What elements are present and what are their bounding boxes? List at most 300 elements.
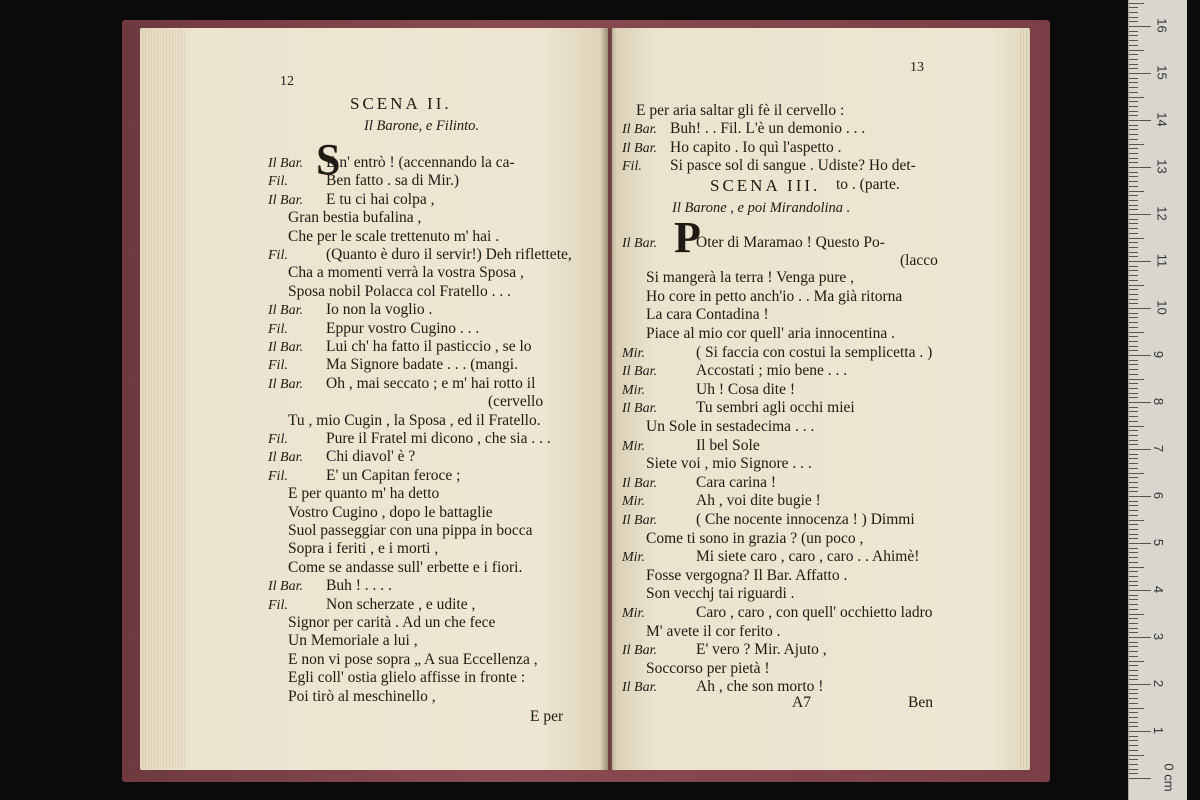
line-text: Vostro Cugino , dopo le battaglie <box>288 503 493 521</box>
line-text: Ho core in petto anch'io . . Ma già ritorna <box>646 287 903 305</box>
left-page <box>140 28 608 770</box>
line-text: (Quanto è duro il servir!) Deh riflettete, <box>326 246 572 263</box>
text-line <box>622 399 855 418</box>
ruler-tick <box>1129 252 1138 253</box>
speaker-label: Il Bar. <box>268 156 303 171</box>
speaker-label: Il Bar. <box>622 236 657 251</box>
ruler-tick <box>1129 242 1138 243</box>
ruler-tick <box>1129 505 1138 506</box>
catchword: Ben <box>908 694 933 711</box>
text-line <box>622 641 827 660</box>
ruler-tick <box>1129 491 1138 492</box>
ruler-tick <box>1129 567 1144 568</box>
text-line <box>288 522 533 540</box>
ruler-tick <box>1129 205 1138 206</box>
ruler-tick <box>1129 214 1151 215</box>
ruler-tick <box>1129 181 1138 182</box>
line-text: Tu , mio Cugin , la Sposa , ed il Fratello. <box>288 411 541 429</box>
ruler-tick <box>1129 642 1138 643</box>
ruler-tick <box>1129 266 1138 267</box>
text-line <box>288 559 522 577</box>
text-line <box>646 660 770 678</box>
line-text: Signor per carità . Ad un che fece <box>288 614 496 631</box>
ruler-tick <box>1129 571 1138 572</box>
ruler-tick <box>1129 313 1138 314</box>
speaker-label: Mir. <box>622 606 645 621</box>
ruler-tick <box>1129 510 1138 511</box>
text-line <box>268 154 515 173</box>
ruler-tick <box>1129 162 1138 163</box>
ruler-label: 16 <box>1154 18 1170 33</box>
speaker-label: Mir. <box>622 550 645 566</box>
ruler-tick <box>1129 167 1151 168</box>
ruler-tick <box>1129 383 1138 384</box>
text-line <box>268 320 479 339</box>
line-text: Sposa nobil Polacca col Fratello . . . <box>288 282 511 300</box>
ruler-tick <box>1129 115 1138 116</box>
text-line <box>622 437 760 456</box>
text-line <box>268 375 535 394</box>
line-text: Come se andasse sull' erbette e i fiori. <box>288 558 523 576</box>
scene-subheading: Il Barone, e Filinto. <box>364 118 480 134</box>
ruler-tick <box>1129 440 1138 441</box>
speaker-label: Fil. <box>268 248 288 263</box>
ruler-tick <box>1129 402 1151 403</box>
scene-heading: SCENA II. <box>350 94 452 113</box>
ruler-tick <box>1129 473 1144 474</box>
ruler-tick <box>1129 360 1138 361</box>
text-line <box>646 530 863 548</box>
ruler-tick <box>1129 45 1138 46</box>
ruler-tick <box>1129 317 1138 318</box>
scene-heading: SCENA III. <box>710 176 821 195</box>
speaker-label: Il Bar. <box>268 579 303 595</box>
ruler-label: 3 <box>1151 632 1167 641</box>
line-text: Che per le scale trettenuto m' hai . <box>288 227 500 245</box>
ruler-tick <box>1129 12 1138 13</box>
ruler-label: 14 <box>1154 112 1170 127</box>
ruler-tick <box>1129 581 1138 582</box>
text-line <box>836 176 900 194</box>
ruler-tick <box>1129 632 1138 633</box>
ruler-tick <box>1129 703 1138 704</box>
page-number: 12 <box>280 74 294 89</box>
text-line <box>622 344 932 363</box>
text-line <box>288 283 511 301</box>
ruler-tick <box>1129 31 1138 32</box>
ruler-tick <box>1129 599 1138 600</box>
line-text: Ma Signore badate . . . (mangi. <box>326 356 518 374</box>
line-text: ( Che nocente innocenza ! ) Dimmi <box>696 511 915 528</box>
ruler-tick <box>1129 557 1138 558</box>
ruler-tick <box>1129 172 1138 173</box>
line-text: E' un Capitan feroce ; <box>326 466 461 484</box>
line-text: (cervello <box>488 393 544 411</box>
text-line <box>288 504 493 522</box>
ruler-tick <box>1129 646 1138 647</box>
speaker-label: Il Bar. <box>622 364 657 380</box>
ruler-label: 7 <box>1151 444 1167 453</box>
line-text: Si mangerà la terra ! Venga pure , <box>646 269 855 287</box>
text-line <box>646 306 769 324</box>
text-line <box>268 448 415 467</box>
line-text: E' vero ? Mir. Ajuto , <box>696 641 827 659</box>
ruler-tick <box>1129 379 1144 380</box>
ruler-tick <box>1129 289 1138 290</box>
text-line <box>646 567 847 585</box>
ruler-tick <box>1129 247 1138 248</box>
line-text: Cha a momenti verrà la vostra Sposa , <box>288 264 524 282</box>
line-text: Un Sole in sestadecima . . . <box>646 418 815 435</box>
ruler-tick <box>1129 562 1138 563</box>
ruler-tick <box>1129 64 1138 65</box>
line-text: Cara carina ! <box>696 473 777 491</box>
text-line <box>622 511 915 530</box>
ruler-tick <box>1129 355 1151 356</box>
text-line <box>622 381 795 400</box>
ruler-tick <box>1129 195 1138 196</box>
ruler-tick <box>1129 176 1138 177</box>
line-text: E per quanto m' ha detto <box>288 485 440 503</box>
text-line <box>622 604 933 623</box>
ruler-tick <box>1129 308 1151 309</box>
text-line <box>288 632 418 650</box>
ruler-tick <box>1129 585 1138 586</box>
ruler-tick <box>1129 618 1138 619</box>
speaker-label: Fil. <box>268 432 288 447</box>
ruler-label: 5 <box>1151 538 1167 547</box>
line-text: to . (parte. <box>836 175 900 193</box>
ruler-tick <box>1129 120 1151 121</box>
line-text: Un Memoriale a lui , <box>288 632 418 650</box>
speaker-label: Il Bar. <box>268 303 303 319</box>
ruler-tick <box>1129 416 1138 417</box>
text-line <box>646 269 854 287</box>
speaker-label: Mir. <box>622 345 645 361</box>
text-line <box>268 596 475 615</box>
line-text: E tu ci hai colpa , <box>326 190 435 208</box>
speaker-label: Il Bar. <box>268 192 303 208</box>
text-line <box>622 548 919 567</box>
ruler-tick <box>1129 299 1138 300</box>
line-text: Ho capito . Io quì l'aspetto . <box>670 138 842 156</box>
ruler-tick <box>1129 449 1151 450</box>
ruler-tick <box>1129 463 1138 464</box>
ruler-tick <box>1129 261 1151 262</box>
ruler-tick <box>1129 543 1151 544</box>
ruler-tick <box>1129 656 1138 657</box>
speaker-label: Il Bar. <box>268 450 303 466</box>
line-text: Son vecchj tai riguardi . <box>646 585 795 603</box>
ruler-tick <box>1129 256 1138 257</box>
ruler-tick <box>1129 21 1138 22</box>
ruler-tick <box>1129 426 1144 427</box>
ruler-tick <box>1129 750 1138 751</box>
ruler-label: 11 <box>1154 253 1170 268</box>
ruler-tick <box>1129 393 1138 394</box>
line-text: Io non la voglio . <box>326 301 433 319</box>
ruler-tick <box>1129 285 1144 286</box>
ruler-tick <box>1129 773 1138 774</box>
text-line <box>622 234 885 253</box>
line-text: Oter di Maramao ! Questo Po- <box>696 234 885 251</box>
line-text: Come ti sono in grazia ? (un poco , <box>646 529 864 547</box>
text-line <box>268 301 432 320</box>
ruler-tick <box>1129 397 1138 398</box>
speaker-label: Il Bar. <box>622 140 657 156</box>
ruler-tick <box>1129 186 1138 187</box>
speaker-label: Mir. <box>622 494 645 510</box>
ruler-tick <box>1129 200 1138 201</box>
ruler-label: 10 <box>1154 300 1170 315</box>
ruler-label: 15 <box>1154 65 1170 80</box>
ruler-tick <box>1129 332 1144 333</box>
line-text: M' avete il cor ferito . <box>646 622 781 640</box>
ruler-tick <box>1129 327 1138 328</box>
ruler-label: 13 <box>1154 159 1170 174</box>
line-text: Eppur vostro Cugino . . . <box>326 319 480 337</box>
text-line <box>622 362 847 381</box>
ruler-tick <box>1129 148 1138 149</box>
line-text: Mi siete caro , caro , caro . . Ahimè! <box>696 548 920 566</box>
speaker-label: Fil. <box>268 321 288 337</box>
catchword: E per <box>530 708 564 725</box>
ruler-tick <box>1129 736 1138 737</box>
text-line <box>646 288 902 306</box>
text-line <box>288 209 421 227</box>
ruler-tick <box>1129 233 1138 234</box>
text-line <box>288 540 438 558</box>
ruler-tick <box>1129 684 1151 685</box>
ruler-tick <box>1129 515 1138 516</box>
line-text: Pure il Fratel mi dicono , che sia . . . <box>326 430 551 447</box>
speaker-label: Il Bar. <box>622 475 657 491</box>
text-line <box>646 455 812 473</box>
ruler-tick <box>1129 7 1138 8</box>
speaker-label: Mir. <box>622 382 645 398</box>
ruler-tick <box>1129 322 1138 323</box>
ruler-tick <box>1129 101 1138 102</box>
line-text: Buh ! . . . . <box>326 577 392 595</box>
ruler-tick <box>1129 670 1138 671</box>
measurement-ruler <box>1128 0 1187 800</box>
line-text: Egli coll' ostia glielo affisse in fronte : <box>288 669 526 687</box>
speaker-label: Il Bar. <box>622 680 657 696</box>
line-text: Il bel Sole <box>696 436 760 454</box>
ruler-tick <box>1129 595 1138 596</box>
text-line <box>622 492 821 511</box>
text-line <box>646 585 795 603</box>
ruler-tick <box>1129 54 1138 55</box>
ruler-tick <box>1129 125 1138 126</box>
ruler-tick <box>1129 158 1138 159</box>
line-text: Chi diavol' è ? <box>326 448 416 466</box>
text-line <box>622 139 842 158</box>
ruler-tick <box>1129 3 1144 4</box>
ruler-tick <box>1129 209 1138 210</box>
ruler-tick <box>1129 430 1138 431</box>
text-line <box>646 418 814 436</box>
ruler-tick <box>1129 388 1138 389</box>
ruler-label: 2 <box>1151 679 1167 688</box>
ruler-tick <box>1129 708 1144 709</box>
line-text: Gran bestia bufalina , <box>288 209 422 227</box>
ruler-tick <box>1129 270 1138 271</box>
ruler-tick <box>1129 552 1138 553</box>
ruler-tick <box>1129 17 1138 18</box>
ruler-label: 6 <box>1151 491 1167 500</box>
signature-mark: A7 <box>792 694 811 711</box>
text-line <box>488 393 543 411</box>
speaker-label: Il Bar. <box>268 376 303 392</box>
ruler-tick <box>1129 134 1138 135</box>
line-text: Ah , che son morto ! <box>696 678 824 696</box>
right-page <box>612 28 1030 770</box>
ruler-tick <box>1129 590 1151 591</box>
ruler-tick <box>1129 82 1138 83</box>
ruler-tick <box>1129 223 1138 224</box>
ruler-tick <box>1129 92 1138 93</box>
scene-subheading: Il Barone , e poi Mirandolina . <box>672 200 851 216</box>
ruler-label: 1 <box>1151 726 1167 735</box>
ruler-tick <box>1129 191 1144 192</box>
ruler-tick <box>1129 755 1144 756</box>
ruler-tick <box>1129 421 1138 422</box>
text-line <box>288 485 439 503</box>
speaker-label: Fil. <box>268 468 288 484</box>
line-text: (lacco <box>900 252 938 269</box>
line-text: Lui ch' ha fatto il pasticcio , se lo <box>326 338 532 355</box>
ruler-tick <box>1129 238 1144 239</box>
ruler-tick <box>1129 689 1138 690</box>
text-line <box>288 614 495 632</box>
ruler-tick <box>1129 524 1138 525</box>
ruler-tick <box>1129 454 1138 455</box>
line-text: La cara Contadina ! <box>646 306 769 324</box>
ruler-tick <box>1129 346 1138 347</box>
text-line <box>288 669 525 687</box>
ruler-tick <box>1129 275 1138 276</box>
line-text: Suol passeggiar con una pippa in bocca <box>288 522 533 539</box>
ruler-tick <box>1129 68 1138 69</box>
line-text: Non scherzate , e udite , <box>326 595 476 613</box>
ruler-tick <box>1129 219 1138 220</box>
ruler-tick <box>1129 78 1138 79</box>
ruler-tick <box>1129 731 1151 732</box>
ruler-tick <box>1129 228 1138 229</box>
ruler-tick <box>1129 280 1138 281</box>
ruler-tick <box>1129 106 1138 107</box>
ruler-tick <box>1129 614 1144 615</box>
ruler-tick <box>1129 651 1138 652</box>
ruler-tick <box>1129 745 1138 746</box>
ruler-tick <box>1129 726 1138 727</box>
page-edges <box>140 30 185 768</box>
ruler-tick <box>1129 576 1138 577</box>
ruler-tick <box>1129 40 1138 41</box>
line-text: Ah , voi dite bugie ! <box>696 492 821 510</box>
text-line <box>646 325 895 343</box>
ruler-tick <box>1129 623 1138 624</box>
ruler-tick <box>1129 26 1151 27</box>
ruler-label: 9 <box>1151 350 1167 359</box>
line-text: Ben fatto . sa di Mir.) <box>326 172 460 190</box>
line-text: Piace al mio cor quell' aria innocentina . <box>646 325 895 342</box>
speaker-label: Il Bar. <box>622 122 657 138</box>
drop-cap: S <box>316 135 341 184</box>
ruler-tick <box>1129 87 1138 88</box>
line-text: Si pasce sol di sangue . Udiste? Ho det- <box>670 157 916 175</box>
ruler-tick <box>1129 778 1151 779</box>
line-text: Poi tirò al meschinello , <box>288 687 436 705</box>
speaker-label: Il Bar. <box>622 513 657 528</box>
ruler-tick <box>1129 520 1144 521</box>
speaker-label: Il Bar. <box>622 401 657 417</box>
speaker-label: Il Bar. <box>268 340 303 355</box>
ruler-tick <box>1129 675 1138 676</box>
ruler-tick <box>1129 529 1138 530</box>
ruler-tick <box>1129 698 1138 699</box>
text-line <box>900 252 938 270</box>
ruler-tick <box>1129 111 1138 112</box>
page-edges <box>1018 30 1030 768</box>
ruler-tick <box>1129 435 1138 436</box>
line-text: Soccorso per pietà ! <box>646 659 770 677</box>
ruler-tick <box>1129 759 1138 760</box>
ruler-tick <box>1129 341 1138 342</box>
ruler-tick <box>1129 482 1138 483</box>
line-text: Oh , mai seccato ; e m' hai rotto il <box>326 374 536 392</box>
line-text: Uh ! Cosa dite ! <box>696 380 796 398</box>
ruler-tick <box>1129 487 1138 488</box>
ruler-tick <box>1129 468 1138 469</box>
text-line <box>268 356 518 375</box>
ruler-tick <box>1129 712 1138 713</box>
text-line <box>268 430 551 449</box>
ruler-tick <box>1129 336 1138 337</box>
ruler-tick <box>1129 73 1151 74</box>
text-line <box>622 474 776 493</box>
line-text: E non vi pose sopra „ A sua Eccellenza , <box>288 650 538 668</box>
line-text: Sopra i feriti , e i morti , <box>288 540 439 558</box>
text-line <box>288 651 538 669</box>
speaker-label: Fil. <box>268 174 288 190</box>
ruler-tick <box>1129 496 1151 497</box>
ruler-tick <box>1129 303 1138 304</box>
speaker-label: Fil. <box>268 597 288 613</box>
ruler-tick <box>1129 769 1138 770</box>
line-text: Accostati ; mio bene . . . <box>696 362 848 380</box>
ruler-tick <box>1129 294 1138 295</box>
ruler-tick <box>1129 538 1138 539</box>
ruler-tick <box>1129 717 1138 718</box>
text-line <box>288 228 499 246</box>
text-line <box>288 688 436 706</box>
ruler-tick <box>1129 534 1138 535</box>
speaker-label: Fil. <box>622 159 642 175</box>
text-line <box>268 246 572 265</box>
ruler-tick <box>1129 458 1138 459</box>
text-line <box>288 264 524 282</box>
text-line <box>636 102 844 120</box>
ruler-tick <box>1129 764 1138 765</box>
text-line <box>622 157 916 176</box>
ruler-tick <box>1129 407 1138 408</box>
speaker-label: Fil. <box>268 358 288 374</box>
speaker-label: Il Bar. <box>622 643 657 659</box>
text-line <box>288 412 541 430</box>
ruler-tick <box>1129 722 1138 723</box>
